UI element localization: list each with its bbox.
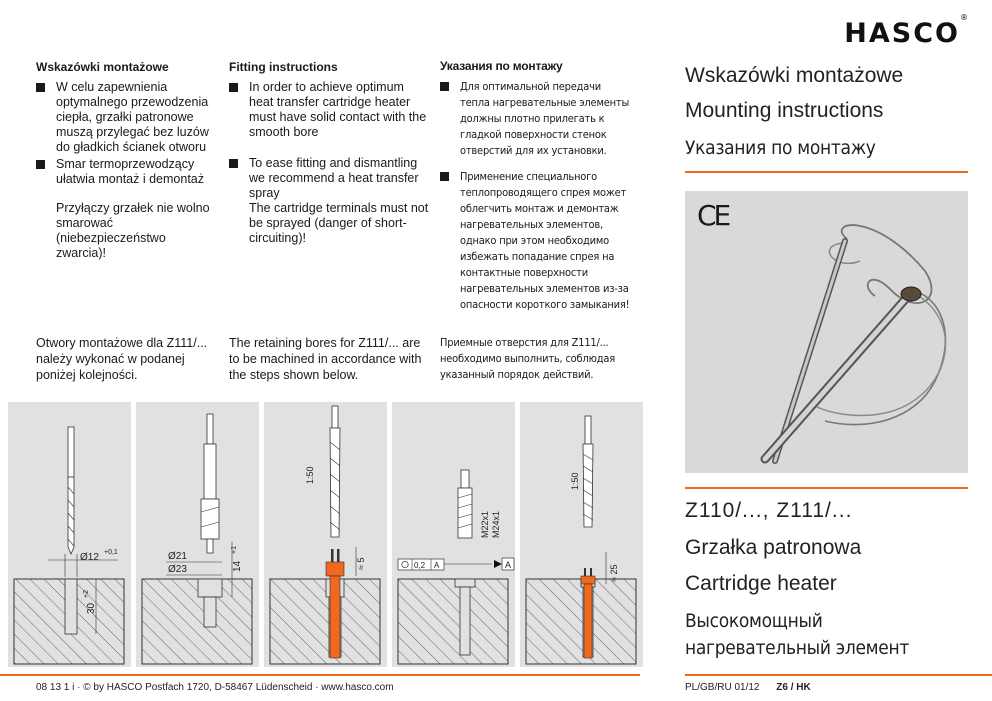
p5-ratio: 1:50 xyxy=(570,472,580,490)
p3-ratio: 1:50 xyxy=(305,466,315,484)
footer-section: Z6 / HK xyxy=(776,682,811,693)
hasco-logo: HASCO® xyxy=(844,13,970,49)
accent-rule-mid xyxy=(685,487,968,489)
p4-datum-box: A xyxy=(505,560,512,570)
product-name-pl: Grzałka patronowa xyxy=(685,536,862,559)
product-photo xyxy=(685,191,968,473)
note-pl: Przyłączy grzałek nie wolno smarować (niebezpieczeństwo zwarcia)! xyxy=(56,201,210,260)
bullet-ru-1: Для оптимальной передачи тепла нагревательные элементы должны плотно прилегать к гладкой поверхности стенок отверстий для их установки. xyxy=(440,79,632,159)
p5-len: ≈ 25 xyxy=(609,564,619,582)
retaining-pl: Otwory montażowe dla Z111/... należy wykonać w podanej poniżej kolejności. xyxy=(36,336,208,382)
accent-rule-top xyxy=(685,171,968,173)
machining-steps xyxy=(8,402,638,667)
bullet-en-1: In order to achieve optimum heat transfer cartridge heater must have solid contact with the smooth bore xyxy=(229,80,429,140)
product-name-ru-2: нагревательный элемент xyxy=(685,637,910,659)
heater-head-3 xyxy=(326,562,344,576)
product-name-ru-1: Высокомощный xyxy=(685,610,823,632)
heading-ru: Указания по монтажу xyxy=(440,59,563,73)
p2-depth-tol: +1 xyxy=(231,546,238,554)
footer-code: PL/GB/RU 01/12 xyxy=(685,682,760,693)
p4-tol-datum: A xyxy=(434,561,440,570)
heater-body-5 xyxy=(584,584,592,658)
title-ru: Указания по монтажу xyxy=(685,137,876,159)
column-english xyxy=(229,60,429,246)
column-polish xyxy=(36,60,216,261)
step-1-drawing xyxy=(14,427,124,664)
step-4-drawing xyxy=(398,470,514,664)
p1-tol: +0,1 xyxy=(104,549,118,556)
bullet-en-2: To ease fitting and dismantling we recommend a heat transfer spray xyxy=(229,156,429,201)
p2-d1: Ø21 xyxy=(168,551,187,562)
p3-len: ≈ 5 xyxy=(356,557,366,570)
step-2-drawing xyxy=(142,414,252,664)
p1-dim: Ø12 xyxy=(80,552,99,563)
bore-1 xyxy=(65,579,77,634)
ce-mark: CE xyxy=(697,199,729,232)
footer-rule-right xyxy=(685,674,992,676)
retaining-en: The retaining bores for Z111/... are to be machined in accordance with the steps shown below. xyxy=(229,336,422,382)
machining-drawings xyxy=(8,402,638,667)
heater-body-3 xyxy=(330,576,340,658)
product-name-en: Cartridge heater xyxy=(685,572,837,595)
p4-thread2: M24x1 xyxy=(491,510,501,538)
title-en: Mounting instructions xyxy=(685,99,884,122)
p4-thread1: M22x1 xyxy=(480,510,490,538)
product-code: Z110/..., Z111/... xyxy=(685,499,853,522)
footer-right xyxy=(685,682,811,693)
p2-d2: Ø23 xyxy=(168,564,187,575)
bullet-ru-2: Применение специального теплопроводящего спрея может облегчить монтаж и демонтаж нагревательных элементов, однако при этом необходимо избежать попадание спрея на контактные поверхности нагревательных элементов из-за опасности короткого замыкания! xyxy=(440,169,632,313)
drill-2-shank xyxy=(207,414,213,444)
retaining-ru: Приемные отверстия для Z111/... необходимо выполнить, соблюдая указанный порядок действий. xyxy=(440,336,615,381)
step-5-drawing xyxy=(526,416,636,664)
column-russian xyxy=(440,58,632,313)
footer-left: 08 13 1 i · © by HASCO Postfach 1720, D-58467 Lüdenscheid · www.hasco.com xyxy=(36,682,394,693)
workpiece-2 xyxy=(142,579,252,664)
step-3-drawing xyxy=(270,406,380,664)
bullet-pl-2: Smar termoprzewodzący ułatwia montaż i demontaż xyxy=(36,157,216,187)
p1-depth-tol: +2 xyxy=(83,590,90,598)
p4-tol-value: 0,2 xyxy=(414,561,426,570)
title-pl: Wskazówki montażowe xyxy=(685,64,904,87)
heading-en: Fitting instructions xyxy=(229,60,338,74)
drill-1-shank xyxy=(68,427,74,477)
bullet-pl-1: W celu zapewnienia optymalnego przewodzenia ciepła, grzałki patronowe muszą przylegać bez luzów do gładkich ścianek otworu xyxy=(36,80,216,155)
p2-depth: 14 xyxy=(232,560,243,572)
heater-illustration xyxy=(685,191,968,473)
p1-depth: 30 xyxy=(86,602,97,614)
heading-pl: Wskazówki montażowe xyxy=(36,60,169,74)
footer-rule-left xyxy=(0,674,640,676)
note-en: The cartridge terminals must not be sprayed (danger of short-circuiting)! xyxy=(249,201,429,245)
